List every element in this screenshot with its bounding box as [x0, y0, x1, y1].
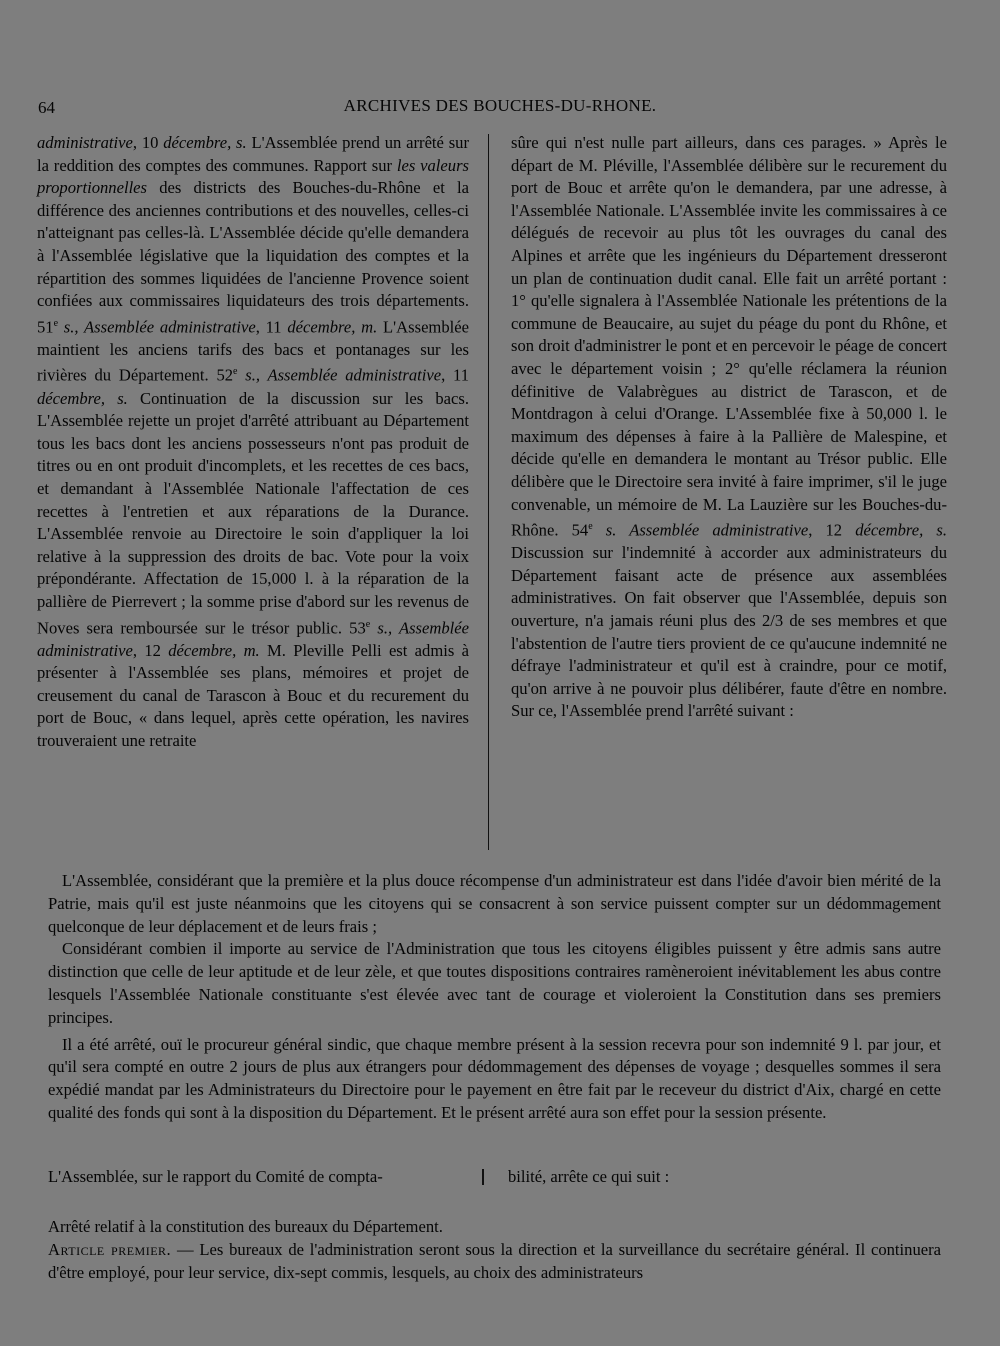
article-premier	[48, 1239, 941, 1285]
left_column-segment: e	[233, 366, 238, 378]
left_column-segment: L'Assemblée prend un arrêté sur la reddition des comptes des communes. Rapport sur	[37, 133, 469, 175]
left_column-segment: s., Assemblée administrative	[37, 618, 469, 660]
article-text: — Les bureaux de l'administration seront sous la direction et la surveillance du secrétaire général. Il continuera d'être employé, pour leur service, dix-sept commis, lesquels, au choix des administrateurs	[48, 1239, 942, 1282]
page-number: 64	[38, 98, 55, 117]
running-title: ARCHIVES DES BOUCHES-DU-RHONE.	[343, 96, 657, 115]
left_column-segment: , 10	[132, 133, 164, 152]
left_column-segment: , 12	[132, 640, 169, 660]
left-column-text	[37, 132, 469, 753]
left_column-segment: décembre, s.	[37, 388, 128, 408]
right-column-text	[511, 132, 947, 723]
left_column-segment: L'Assemblée maintient les anciens tarifs des bacs et pontanages sur les rivières du Département. 52	[37, 317, 469, 385]
left_column-segment: s., Assemblée administrative	[237, 366, 442, 385]
left-column	[37, 132, 469, 753]
article-label: Article premier.	[48, 1239, 172, 1259]
right_column-segment: sûre qui n'est nulle part ailleurs, dans ces parages. » Après le départ de M. Pléville, l'Assemblée délibère sur le recurement du port de Bouc et arrête qu'on le demandera, par une adresse, à l'Assemblée Nationale. L'Assemblée invite les commissaires à ce délégués de recevoir au plus tôt les ouvrages du canal des Alpines et arrête que les ingénieurs du Département dresseront un plan de continuation dudit canal. Elle fait un arrêté portant : 1° qu'elle signalera à l'Assemblée Nationale les prétentions de la commune de Beaucaire, au sujet du péage du pont du Rhône, et son droit d'administrer le pont et en percevoir le péage de concert avec le département voisin ; 2° qu'elle réclamera la réunion définitive de Valabrègues au district de Tarascon, et de Montdragon à celui d'Orange. L'Assemblée fixe à 50,000 l. le maximum des dépenses à faire à la Pallière de Malespine, et décide qu'elle en demandera le montant au Trésor public. Elle délibère que le Directoire sera invité à faire imprimer, s'il le juge convenable, un mémoire de M. La Lauzière sur les Bouches-du-Rhône. 54	[511, 133, 947, 540]
decree-paragraph-1: L'Assemblée, considérant que la première et la plus douce récompense d'un administrateur est dans l'idée d'avoir bien mérité de la Patrie, mais qu'il est juste néanmoins que les citoyens qui se consacrent à son service puissent compter sur un dédommagement quelconque de leur déplacement et de leurs frais ;	[48, 871, 941, 936]
left_column-segment: , 11	[441, 366, 470, 385]
left_column-segment: décembre, m.	[168, 640, 260, 660]
left_column-segment: décembre, s.	[163, 133, 247, 152]
right_column-segment: , 12	[808, 520, 856, 540]
split-line-rule	[482, 1169, 484, 1185]
column-rule	[488, 134, 489, 850]
left_column-segment: les valeurs proportionnelles	[37, 155, 469, 198]
right_column-segment: e	[588, 521, 593, 533]
decree-paragraph-3: Il a été arrêté, ouï le procureur général sindic, que chaque membre présent à la session recevra pour son indemnité 9 l. par jour, et qu'il sera compté en outre 2 jours de plus aux étrangers pour dédommagement des dépenses de voyage ; desquelles sommes il sera expédié mandat par les Administrateurs du Directoire pour le payement en être fait par le receveur du district d'Aix, chargé en cette qualité des fonds qui sont à la disposition du Département. Et le présent arrêté aura son effet pour la session présente.	[48, 1034, 941, 1122]
left_column-segment: administrative	[37, 133, 133, 152]
right_column-segment: décembre, s.	[855, 520, 947, 540]
left_column-segment: e	[53, 317, 59, 329]
bureaux-title: Arrêté relatif à la constitution des bureaux du Département.	[48, 1217, 443, 1236]
left_column-segment: M. Pleville Pelli est admis à présenter à l'Assemblée ses plans, mémoires et projet de creusement du canal de Tarascon à Bouc et du recurement du port de Bouc, « dans lequel, après cette opération, les navires trouveraient une retraite	[37, 640, 469, 751]
left_column-segment: , 11	[255, 317, 288, 337]
left_column-segment: s., Assemblée administrative	[58, 317, 256, 337]
left_column-segment: Continuation de la discussion sur les bacs. L'Assemblée rejette un projet d'arrêté attribuant au Département tous les bacs dont les anciens possesseurs n'ont pas produit de titres ou en ont produit d'incomplets, et les recettes de ces bacs, et demandant à l'Assemblée Nationale l'affectation de ces recettes à l'entretien et aux réparations de la Durance. L'Assemblée renvoie au Directoire le soin d'appliquer la loi relative à la suppression des droits de bac. Vote pour la voix prépondérante. Affectation de 15,000 l. à la réparation de la pallière de Pierrevert ; la somme prise d'abord sur les revenus de Noves sera remboursée sur le trésor public. 53	[37, 388, 469, 638]
split-line-left: L'Assemblée, sur le rapport du Comité de compta-	[48, 1167, 383, 1186]
split-line-right: bilité, arrête ce qui suit :	[508, 1167, 670, 1186]
left_column-segment: décembre, m.	[287, 317, 378, 337]
left_column-segment: des districts des Bouches-du-Rhône et la différence des anciennes contributions et des nouvelles, celles-ci n'atteignant pas celles-là. L'Assemblée décide qu'elle demandera à l'Assemblée législative que la liquidation des comptes et la répartition des sommes liquidées de l'ancienne Provence soient confiées aux commissaires liquidateurs des trois départements. 51	[37, 178, 469, 337]
right_column-segment: s. Assemblée administrative	[592, 520, 809, 540]
bureaux-block	[48, 1216, 941, 1284]
decree-block	[48, 870, 941, 1125]
right_column-segment: Discussion sur l'indemnité à accorder aux administrateurs du Département faisant acte de présence aux assemblées administratives. On fait observer que l'Assemblée, depuis son ouverture, n'a jamais réuni plus des 2/3 de ses membres et que l'abstention de l'autre tiers provient de ce qu'aucune indemnité ne défraye l'administrateur et qu'il est à craindre, pour ce motif, qu'on arrive à ne pouvoir plus délibérer, faute d'être en nombre. Sur ce, l'Assemblée prend l'arrêté suivant :	[511, 543, 947, 721]
right-column	[511, 132, 947, 723]
left_column-segment: e	[365, 618, 371, 630]
decree-paragraph-2: Considérant combien il importe au service de l'Administration que tous les citoyens éligibles puissent y être admis sans autre distinction que celle de leur aptitude et de leur zèle, et que toutes dispositions contraires ramèneroient inévitablement les abus contre lesquels l'Assemblée Nationale constituante s'est élevée avec tant de courage et violeroient la Constitution dans ses premiers principes.	[48, 939, 941, 1027]
